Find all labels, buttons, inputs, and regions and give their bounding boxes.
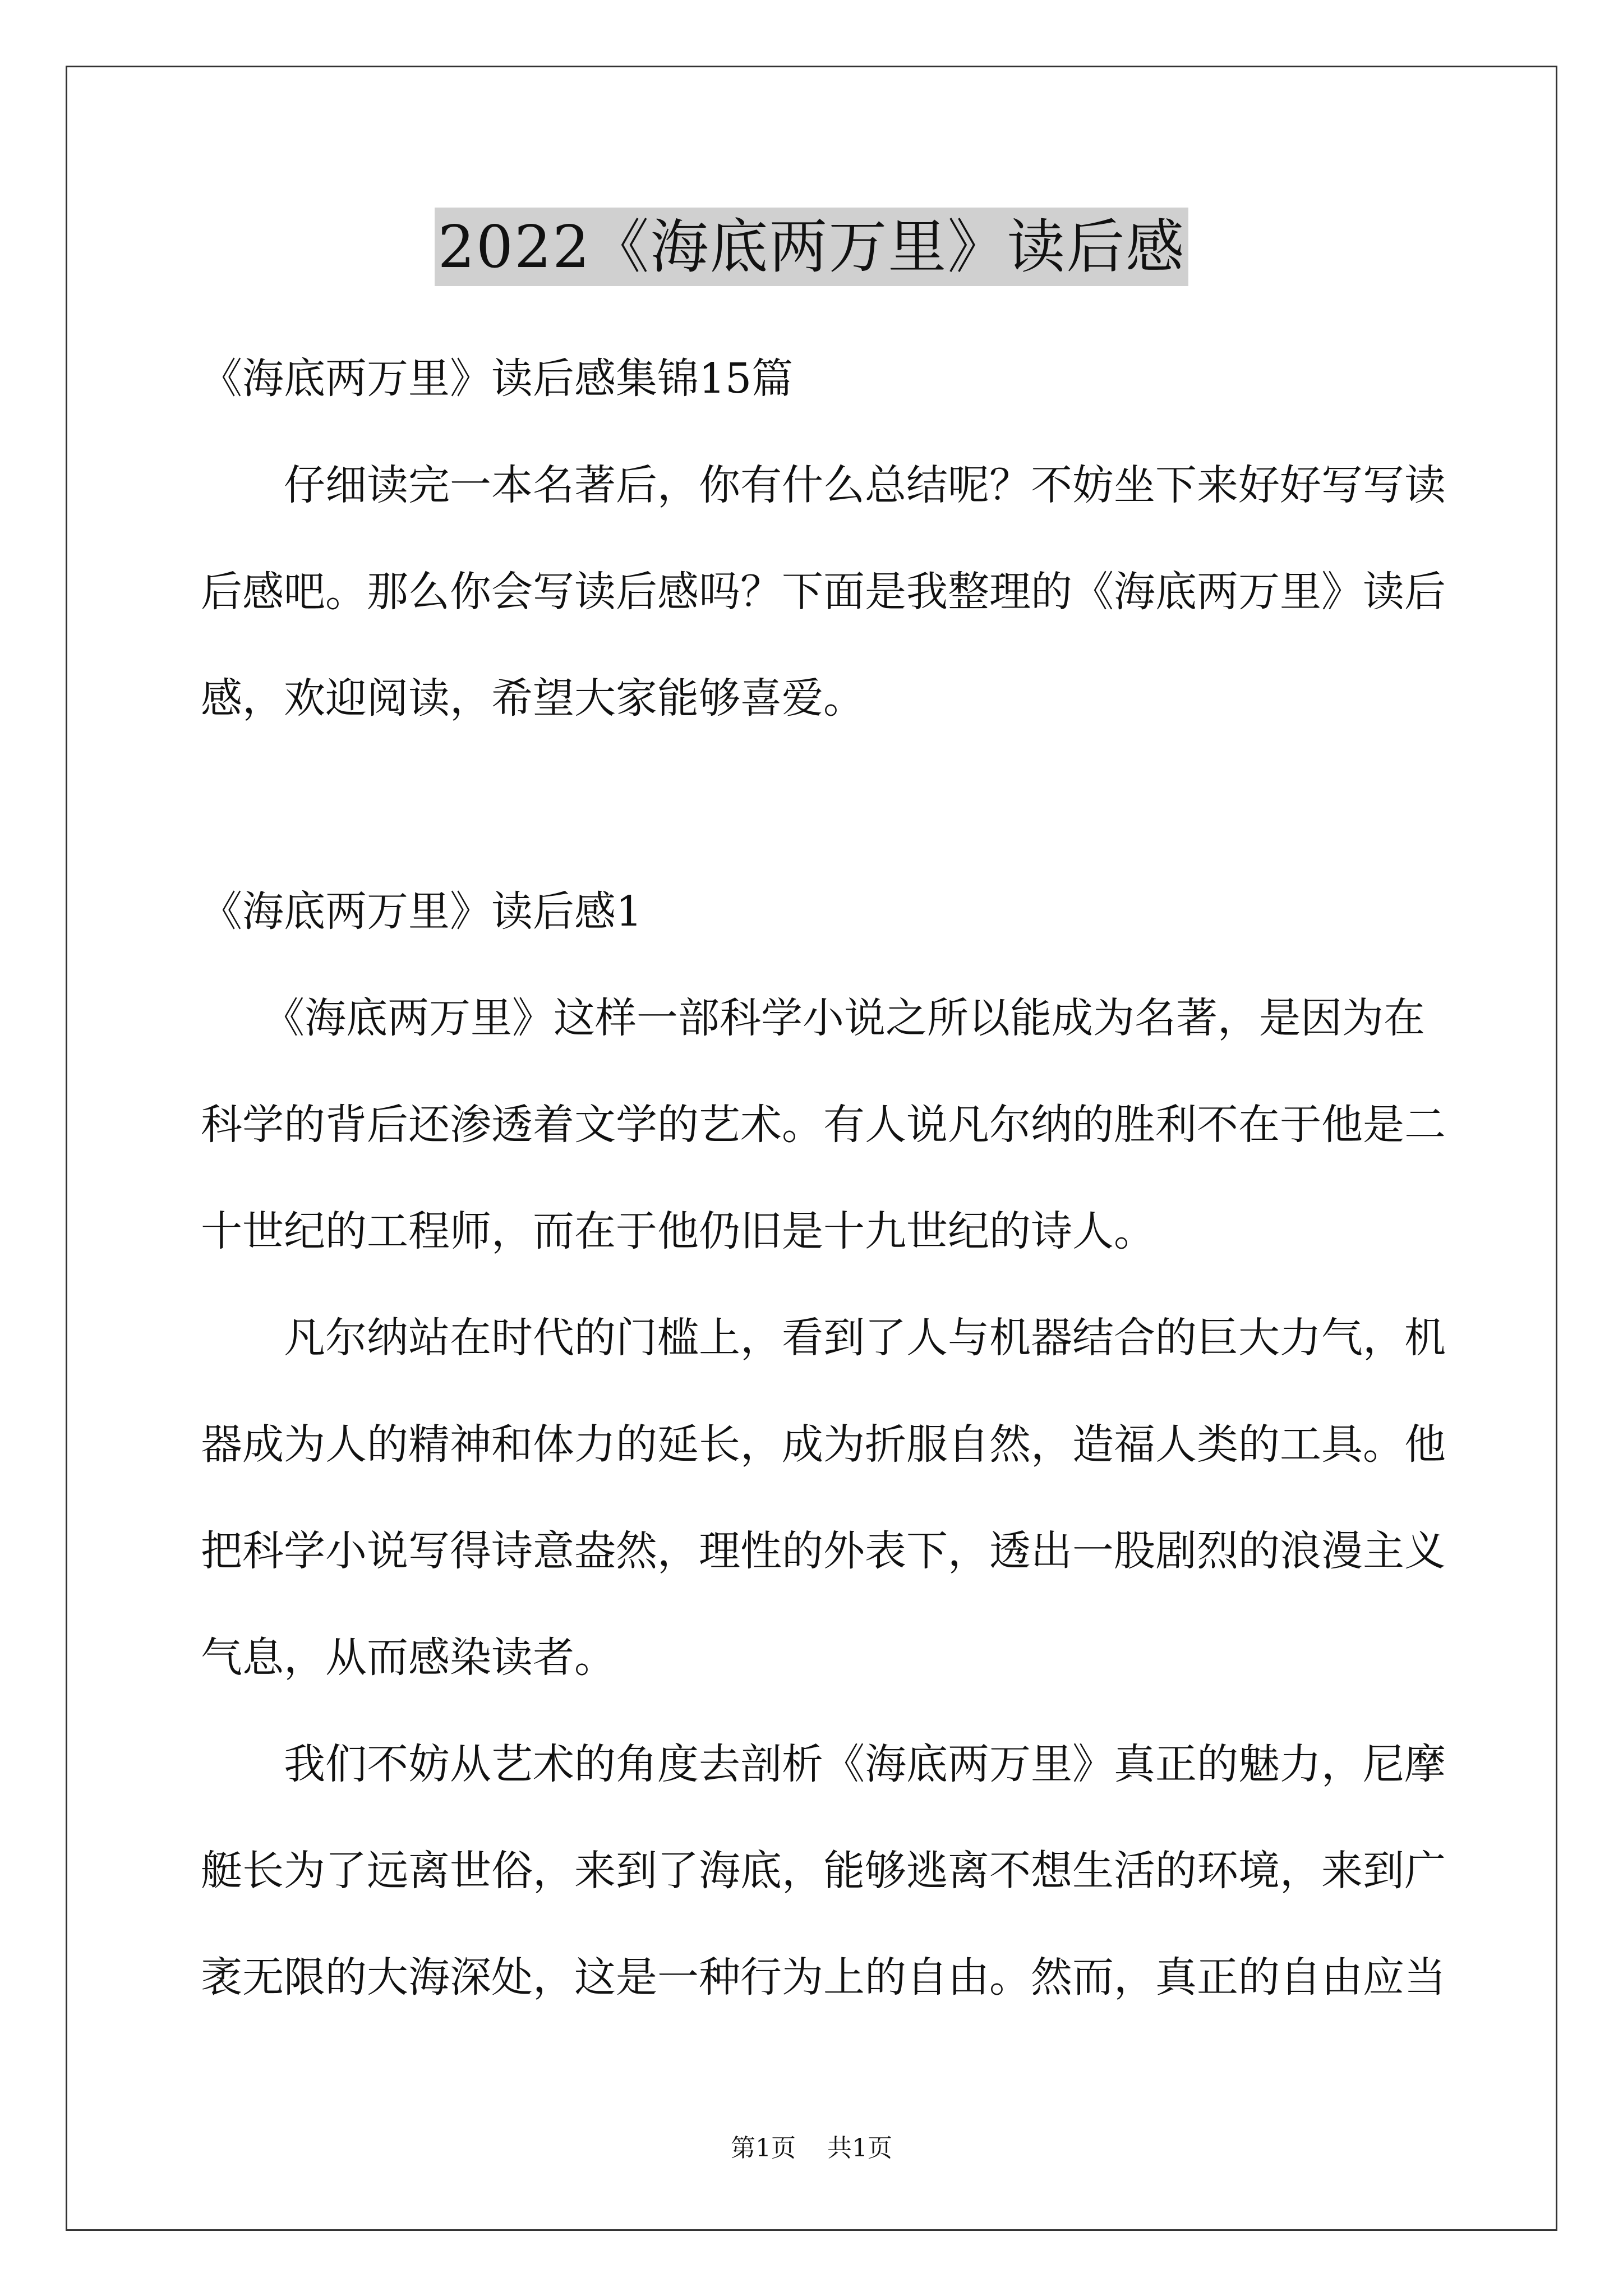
paragraph-line: 袤无限的大海深处，这是一种行为上的自由。然而，真正的自由应当 <box>201 1953 1446 2001</box>
paragraph-line: 后感吧。那么你会写读后感吗？下面是我整理的《海底两万里》读后 <box>201 568 1446 616</box>
paragraph-line: 气息，从而感染读者。 <box>201 1634 616 1682</box>
page-footer <box>0 2132 1623 2165</box>
paragraph-line: 感，欢迎阅读，希望大家能够喜爱。 <box>201 674 865 723</box>
paragraph-line: 器成为人的精神和体力的延长，成为折服自然，造福人类的工具。他 <box>201 1420 1446 1469</box>
section-heading: 《海底两万里》读后感1 <box>201 887 643 936</box>
paragraph-line: 凡尔纳站在时代的门槛上，看到了人与机器结合的巨大力气，机 <box>201 1314 1446 1362</box>
page-number: 第1页 <box>731 2134 796 2162</box>
title-container <box>0 208 1623 286</box>
subtitle-line: 《海底两万里》读后感集锦15篇 <box>201 355 794 403</box>
paragraph-line: 《海底两万里》这样一部科学小说之所以能成为名著，是因为在 <box>201 994 1425 1042</box>
paragraph-line: 我们不妨从艺术的角度去剖析《海底两万里》真正的魅力，尼摩 <box>201 1740 1446 1788</box>
paragraph-line: 仔细读完一本名著后，你有什么总结呢？不妨坐下来好好写写读 <box>201 461 1446 509</box>
document-title: 2022《海底两万里》读后感 <box>435 208 1189 286</box>
paragraph-line: 科学的背后还渗透着文学的艺术。有人说凡尔纳的胜利不在于他是二 <box>201 1101 1446 1149</box>
paragraph-line: 十世纪的工程师，而在于他仍旧是十九世纪的诗人。 <box>201 1207 1155 1255</box>
paragraph-line: 把科学小说写得诗意盎然，理性的外表下，透出一股剧烈的浪漫主义 <box>201 1527 1446 1575</box>
page-total: 共1页 <box>827 2134 892 2162</box>
paragraph-line: 艇长为了远离世俗，来到了海底，能够逃离不想生活的环境，来到广 <box>201 1847 1446 1895</box>
